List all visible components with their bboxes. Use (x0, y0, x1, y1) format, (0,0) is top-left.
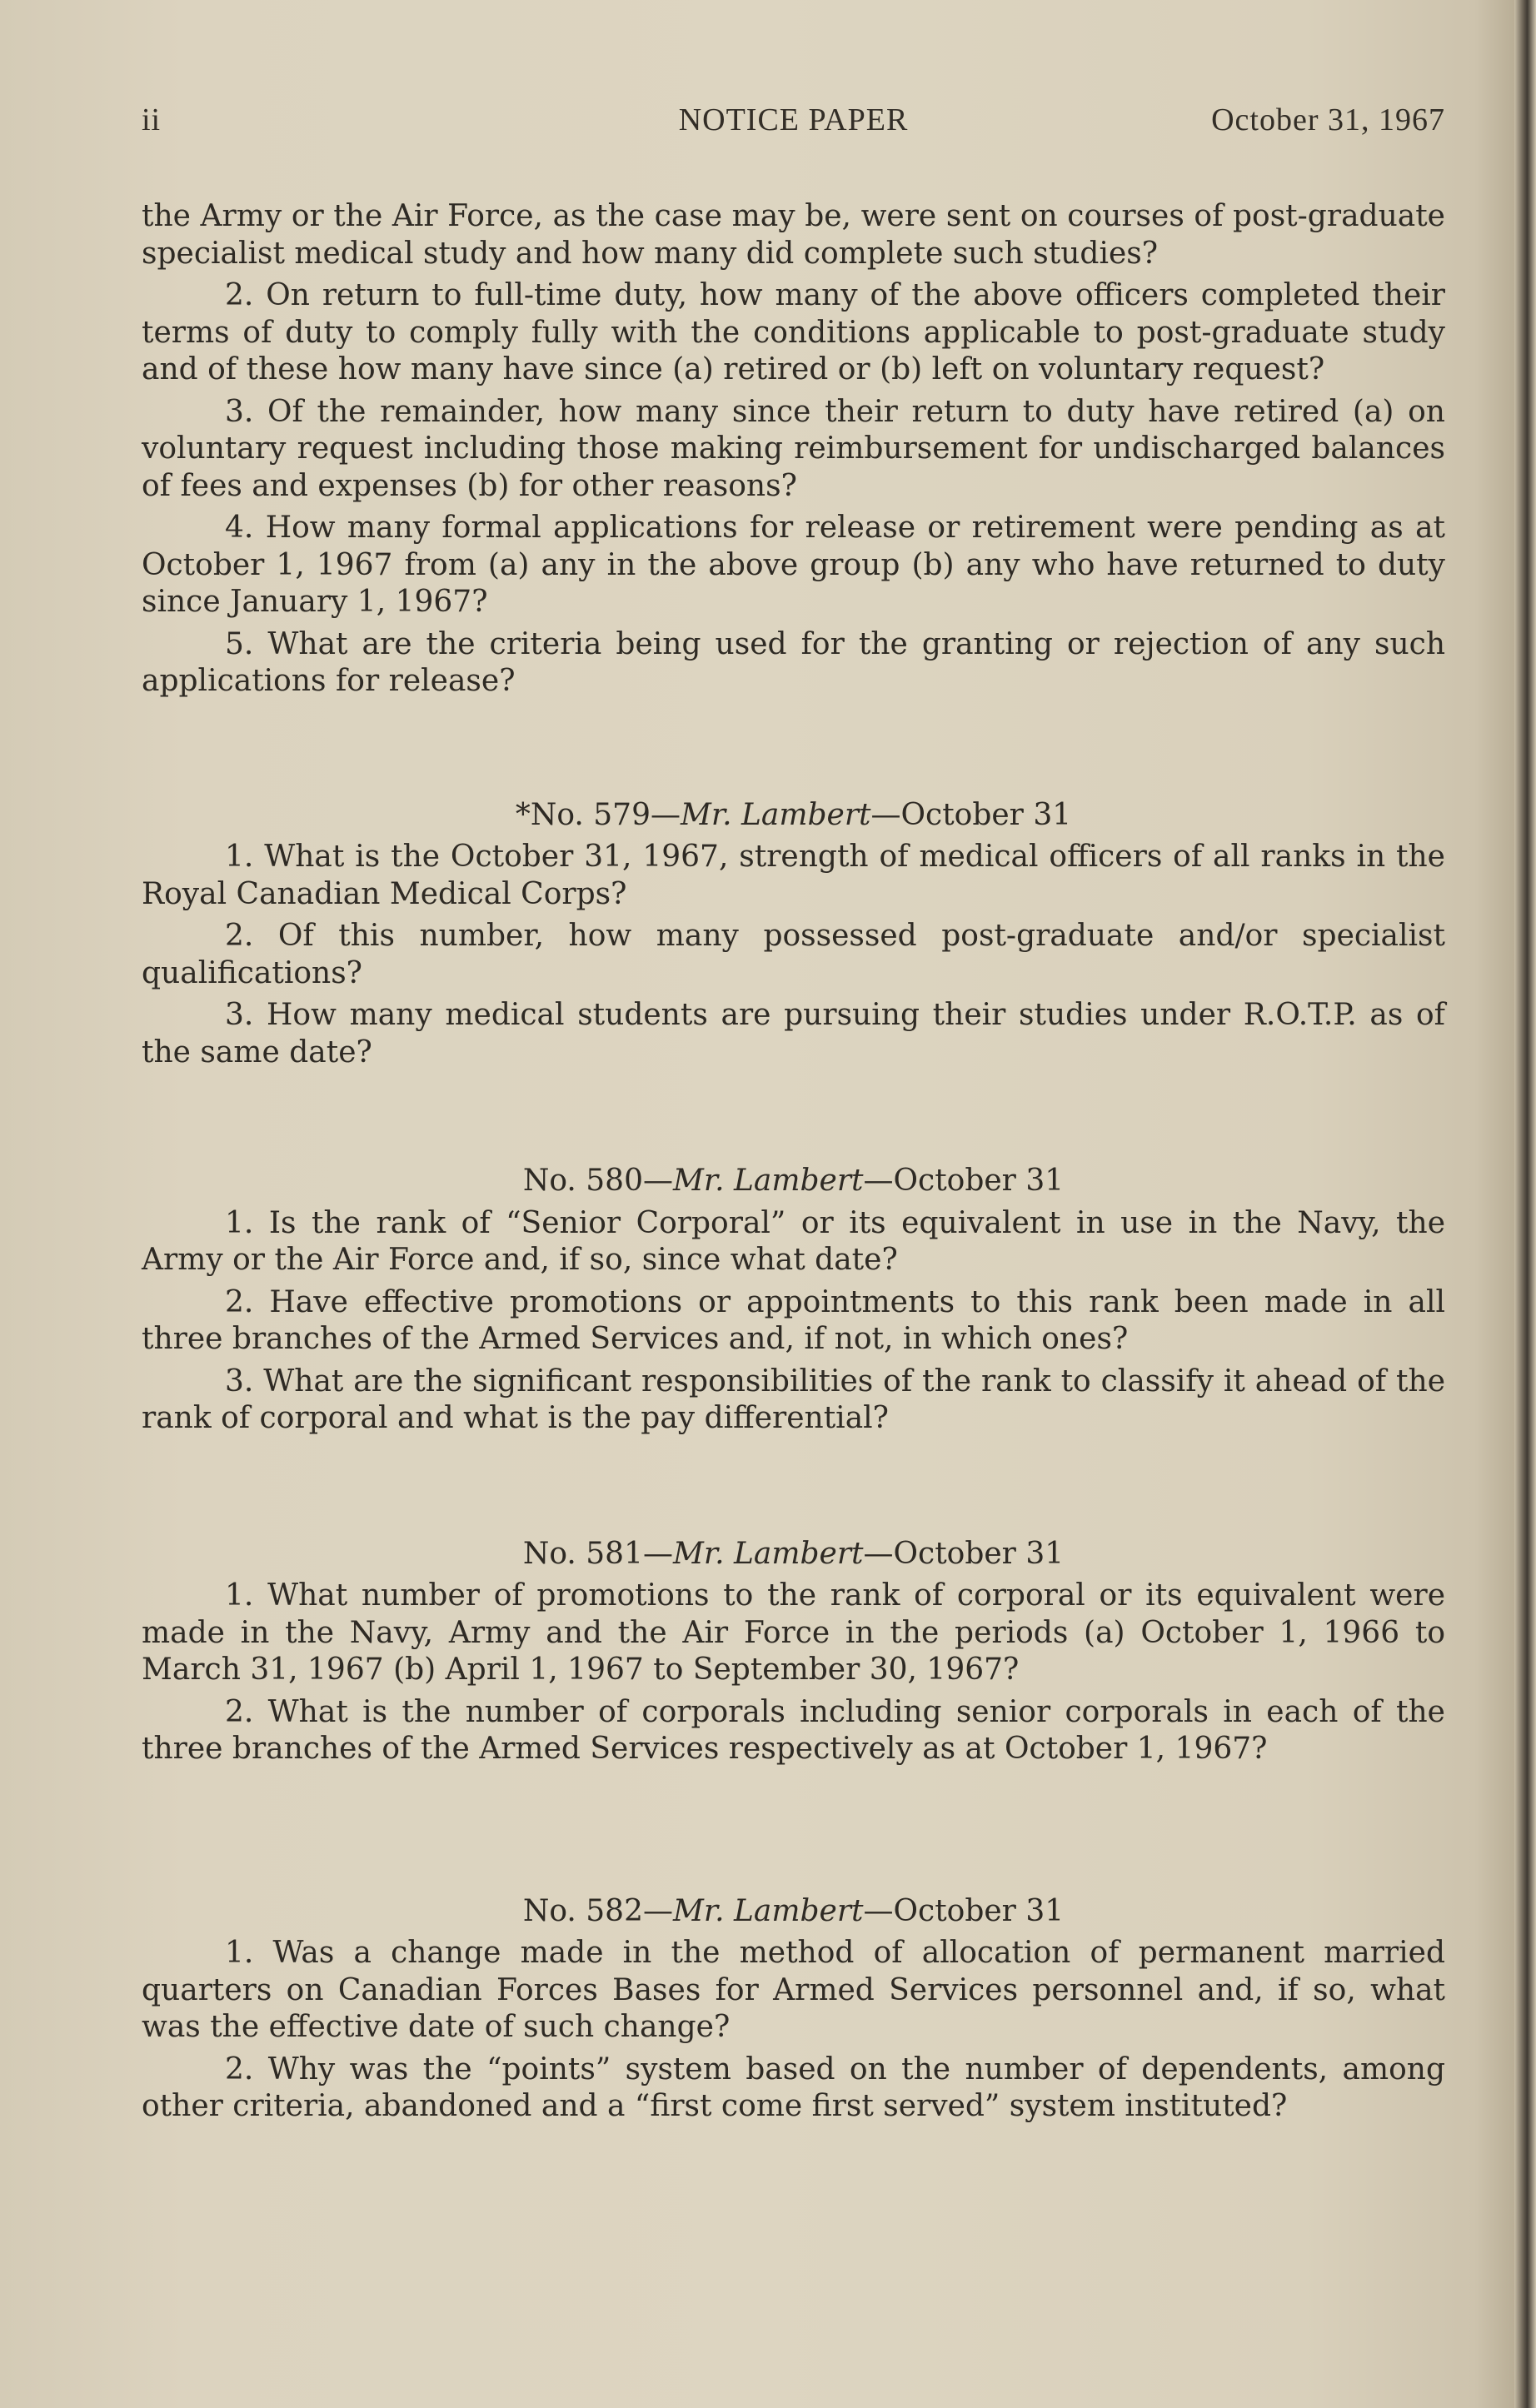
question-date: October 31 (900, 797, 1072, 832)
question-number: No. 582 (522, 1893, 643, 1928)
question-item: 1. What number of promotions to the rank of corporal or its equivalent were made in the Navy, Army and the Air Force in the periods (a) October 1, 1966 to March 31, 1967 (b) April 1, 1967 to September 30, 1967? (142, 1578, 1445, 1687)
heading-dash: — (642, 1536, 673, 1571)
header-date: October 31, 1967 (1211, 102, 1445, 137)
question-heading (142, 797, 1445, 835)
question-member: Mr. Lambert (672, 1164, 864, 1198)
question-item: 2. What is the number of corporals including senior corporals in each of the three branches of the Armed Services respectively as at October 1, 1967? (142, 1694, 1445, 1766)
question-heading (142, 1893, 1445, 1931)
page-number: ii (142, 102, 162, 137)
page-title: NOTICE PAPER (678, 102, 909, 137)
question-number: No. 581 (522, 1536, 643, 1571)
question-item: 2. Why was the “points” system based on the number of dependents, among other criteria, abandoned and a “first come first served” system instituted? (142, 2052, 1445, 2123)
question-item: 2. Have effective promotions or appointments to this rank been made in all three branches of the Armed Services and, if not, in which ones? (142, 1284, 1445, 1356)
question-member: Mr. Lambert (680, 797, 871, 832)
question-member: Mr. Lambert (672, 1893, 864, 1928)
question-581 (142, 1536, 1445, 1768)
question-heading (142, 1536, 1445, 1573)
heading-dash: — (863, 1536, 894, 1571)
question-item: 1. What is the October 31, 1967, strength of medical officers of all ranks in the Royal Canadian Medical Corps? (142, 840, 1445, 911)
question-member: Mr. Lambert (672, 1536, 864, 1571)
heading-dash: — (870, 797, 901, 832)
question-item: 1. Is the rank of “Senior Corporal” or its equivalent in use in the Navy, the Army or the Air Force and, if so, since what date? (142, 1205, 1445, 1277)
question-item: 4. How many formal applications for release or retirement were pending as at October 1, 1967 from (a) any in the above group (b) any who have returned to duty since January 1, 1967? (142, 511, 1445, 619)
question-number: No. 580 (522, 1164, 643, 1198)
heading-dash: — (863, 1893, 894, 1928)
page-content (142, 198, 1445, 2131)
continued-opening-text: the Army or the Air Force, as the case may be, were sent on courses of post-graduate specialist medical study and how many did complete such studies? (142, 199, 1445, 271)
heading-dash: — (642, 1893, 673, 1928)
question-date: October 31 (893, 1536, 1065, 1571)
question-item: 3. What are the significant responsibilities of the rank to classify it ahead of the rank of corporal and what is the pay differential? (142, 1364, 1445, 1435)
question-580 (142, 1163, 1445, 1438)
question-number: *No. 579 (515, 797, 651, 832)
question-item: 3. Of the remainder, how many since their return to duty have retired (a) on voluntary request including those making reimbursement for undischarged balances of fees and expenses (b) for other reasons? (142, 394, 1445, 503)
page-header (142, 102, 1445, 145)
heading-dash: — (863, 1164, 894, 1198)
question-579 (142, 797, 1445, 1072)
heading-dash: — (650, 797, 681, 832)
question-item: 5. What are the criteria being used for the granting or rejection of any such applications for release? (142, 626, 1445, 698)
question-item: 2. Of this number, how many possessed post-graduate and/or specialist qualifications? (142, 919, 1445, 990)
question-item: 2. On return to full-time duty, how many of the above officers completed their terms of duty to comply fully with the conditions applicable to post-graduate study and of these how many have since (a) retired or (b) left on voluntary request? (142, 278, 1445, 386)
question-item: 3. How many medical students are pursuing their studies under R.O.T.P. as of the same date? (142, 998, 1445, 1069)
continued-question (142, 198, 1445, 700)
heading-dash: — (642, 1164, 673, 1198)
question-date: October 31 (893, 1164, 1065, 1198)
question-date: October 31 (893, 1893, 1065, 1928)
question-heading (142, 1163, 1445, 1200)
question-item: 1. Was a change made in the method of allocation of permanent married quarters on Canadian Forces Bases for Armed Services personnel and, if so, what was the effective date of such change? (142, 1936, 1445, 2044)
book-spine-edge (1514, 0, 1536, 2408)
question-582 (142, 1893, 1445, 2126)
